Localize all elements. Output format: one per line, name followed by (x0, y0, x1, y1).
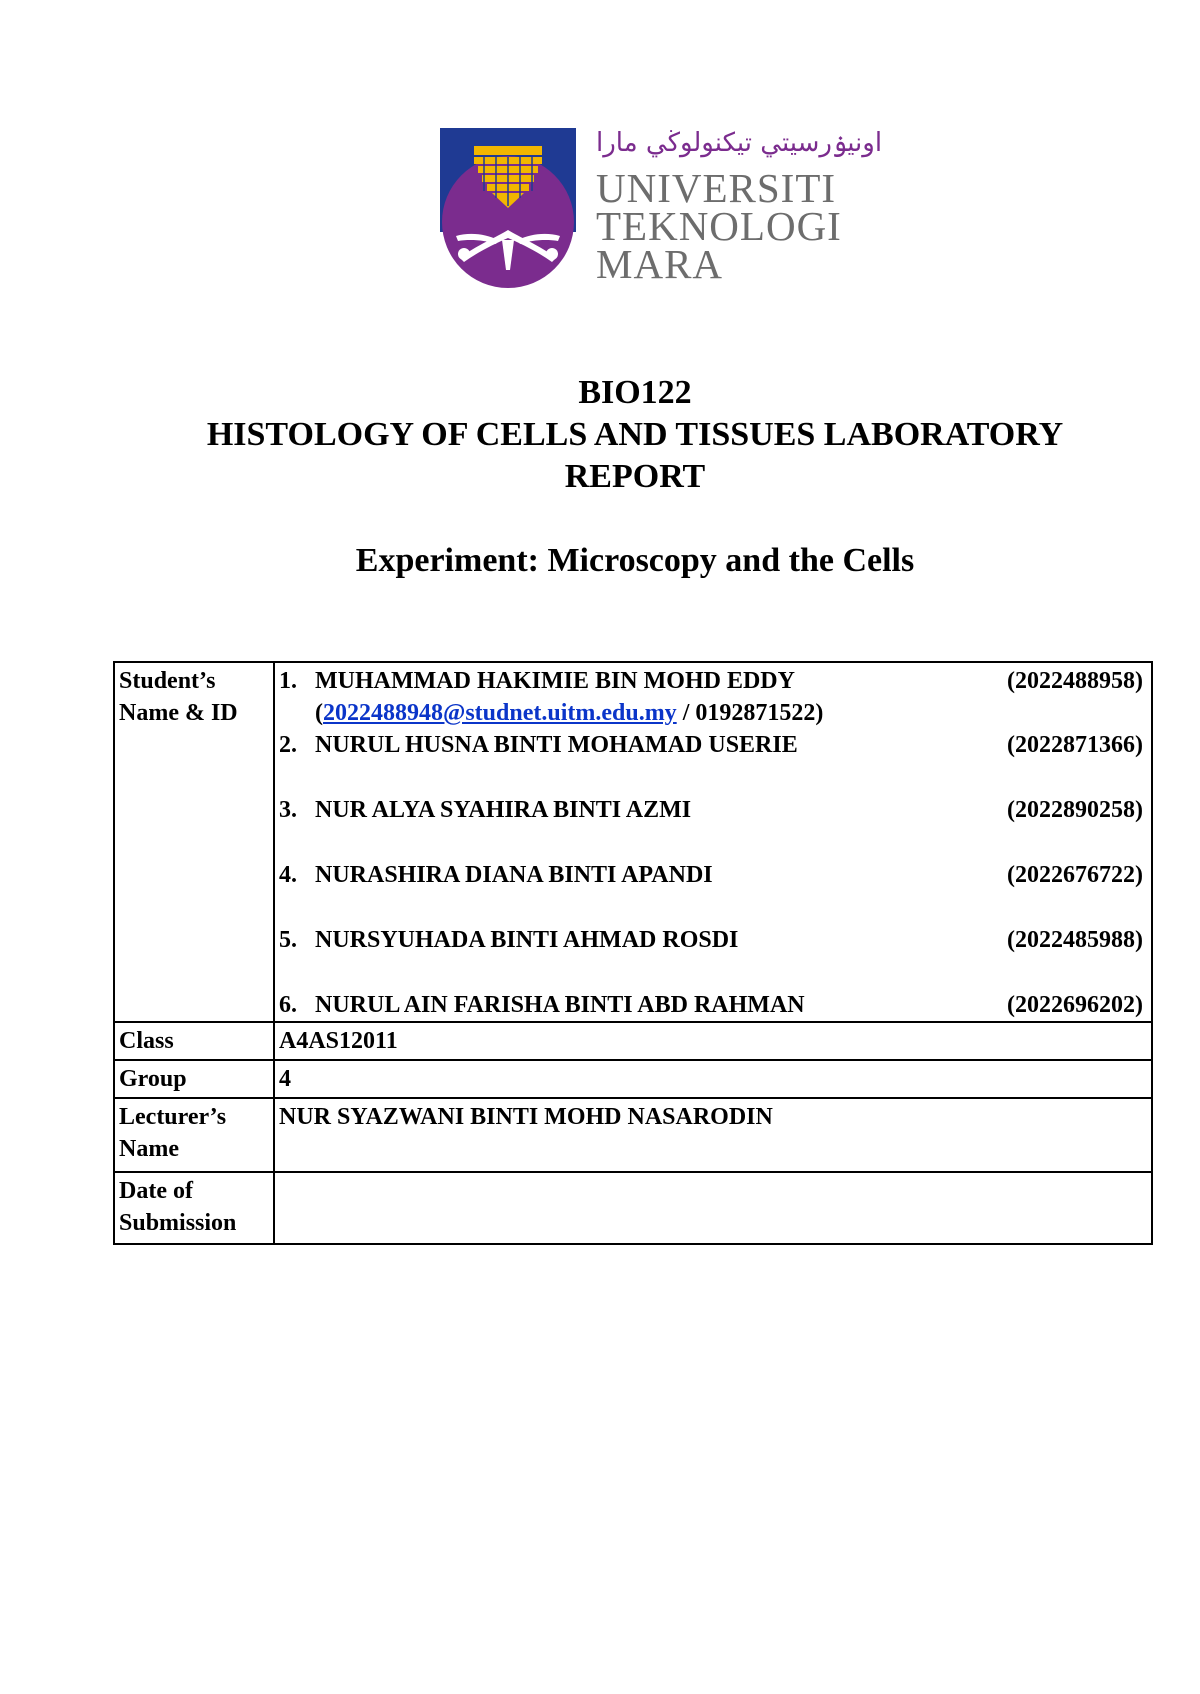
logo-word-universiti: UNIVERSITI (596, 165, 837, 211)
date-value (274, 1172, 1152, 1244)
table-row-class (114, 1022, 1152, 1060)
student-entry (279, 729, 1147, 761)
student-number: 4. (279, 862, 297, 888)
student-entry (279, 924, 1147, 956)
report-info-table (113, 661, 1153, 1245)
logo-word-mara: MARA (596, 241, 724, 287)
student-name: NURUL HUSNA BINTI MOHAMAD USERIE (315, 732, 798, 758)
student-id: (2022676722) (1007, 862, 1143, 888)
student-id: (2022488958) (1007, 668, 1143, 694)
student-contact (279, 697, 1147, 729)
student-entry (279, 665, 1147, 697)
student-number: 3. (279, 797, 297, 823)
contact-phone: / 0192871522) (676, 700, 824, 726)
student-entry (279, 989, 1147, 1021)
student-id: (2022696202) (1007, 992, 1143, 1018)
title-line-1: HISTOLOGY OF CELLS AND TISSUES LABORATORY (206, 416, 1064, 453)
lecturer-label: Lecturer’s Name (114, 1098, 274, 1172)
student-number: 2. (279, 732, 297, 758)
student-email-link[interactable]: 2022488948@studnet.uitm.edu.my (323, 700, 677, 726)
lecturer-value: NUR SYAZWANI BINTI MOHD NASARODIN (274, 1098, 1152, 1172)
table-row-lecturer (114, 1098, 1152, 1172)
student-name: NUR ALYA SYAHIRA BINTI AZMI (315, 797, 692, 823)
student-id: (2022890258) (1007, 797, 1143, 823)
table-row-group (114, 1060, 1152, 1098)
students-label: Student’s Name & ID (114, 662, 274, 1022)
student-number: 6. (279, 992, 297, 1018)
students-list (274, 662, 1152, 1022)
student-name: MUHAMMAD HAKIMIE BIN MOHD EDDY (315, 668, 795, 694)
title-line-2: REPORT (564, 458, 706, 495)
date-label: Date of Submission (114, 1172, 274, 1244)
group-label: Group (114, 1060, 274, 1098)
table-row-date (114, 1172, 1152, 1244)
student-entry (279, 794, 1147, 826)
table-row-students (114, 662, 1152, 1022)
uitm-emblem-icon (440, 128, 576, 288)
logo-jawi-script: اونيۏرسيتي تيكنولوڬي مارا (596, 128, 883, 158)
experiment-title: Experiment: Microscopy and the Cells (355, 542, 915, 579)
student-entry (279, 859, 1147, 891)
student-name: NURUL AIN FARISHA BINTI ABD RAHMAN (315, 992, 805, 1018)
student-number: 5. (279, 927, 297, 953)
student-name: NURASHIRA DIANA BINTI APANDI (315, 862, 713, 888)
student-id: (2022871366) (1007, 732, 1143, 758)
student-name: NURSYUHADA BINTI AHMAD ROSDI (315, 927, 739, 953)
logo-word-teknologi: TEKNOLOGI (596, 203, 842, 249)
student-number: 1. (279, 668, 297, 694)
class-value: A4AS12011 (274, 1022, 1152, 1060)
student-id: (2022485988) (1007, 927, 1143, 953)
uitm-logo (440, 128, 883, 288)
contact-open-paren: ( (315, 700, 323, 726)
report-title (100, 372, 1170, 498)
class-label: Class (114, 1022, 274, 1060)
course-code: BIO122 (578, 374, 692, 411)
group-value: 4 (274, 1060, 1152, 1098)
